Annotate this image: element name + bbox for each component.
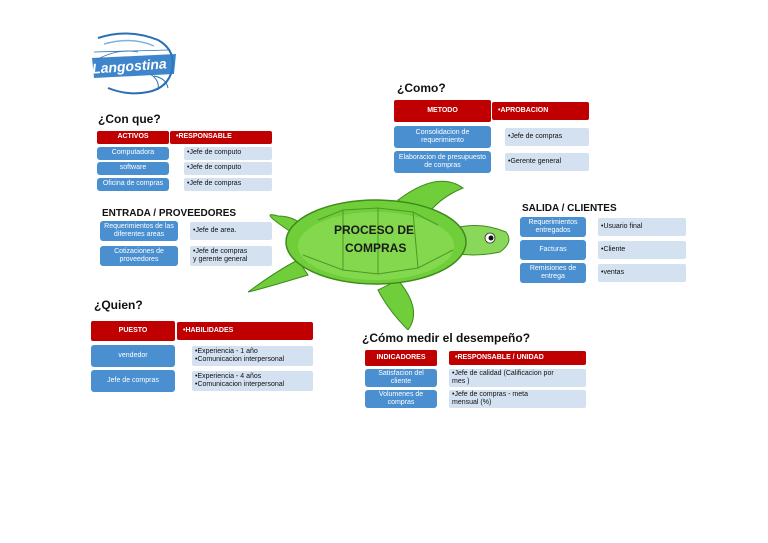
como-header-metodo: METODO	[394, 100, 491, 122]
quien-row2-habilidades: •Experiencia - 4 años •Comunicacion interpersonal	[192, 371, 313, 391]
quien-row1-puesto: vendedor	[91, 345, 175, 367]
salida-row2-cliente: •Cliente	[598, 241, 686, 259]
salida-row1-cliente: •Usuario final	[598, 218, 686, 236]
salida-title: SALIDA / CLIENTES	[522, 203, 617, 214]
entrada-row2-entrada: Cotizaciones de proveedores	[100, 246, 178, 266]
quien-header-habilidades: •HABILIDADES	[177, 322, 313, 340]
con-que-row3-activo: Oficina de compras	[97, 178, 169, 191]
medir-row2-responsable: •Jefe de compras - meta mensual (%)	[449, 390, 586, 408]
medir-header-indicadores: INDICADORES	[365, 350, 437, 366]
turtle-illustration	[248, 180, 518, 330]
con-que-header-responsable: •RESPONSABLE	[170, 131, 272, 144]
como-row1-aprobacion: •Jefe de compras	[505, 128, 589, 146]
turtle-icon	[248, 180, 518, 330]
con-que-row1-activo: Computadora	[97, 147, 169, 160]
langostina-logo	[88, 30, 180, 100]
como-header-aprobacion: •APROBACION	[492, 102, 589, 120]
medir-row1-responsable: •Jefe de calidad (Calificacion por mes )	[449, 369, 586, 387]
con-que-row2-responsable: •Jefe de computo	[184, 162, 272, 175]
medir-title: ¿Cómo medir el desempeño?	[362, 331, 531, 345]
con-que-row1-responsable: •Jefe de computo	[184, 147, 272, 160]
quien-row2-puesto: Jefe de compras	[91, 370, 175, 392]
quien-row1-habilidades: •Experiencia - 1 año •Comunicacion interpersonal	[192, 346, 313, 366]
salida-row3-cliente: •ventas	[598, 264, 686, 282]
medir-row2-indicador: Volumenes de compras	[365, 390, 437, 408]
quien-header-puesto: PUESTO	[91, 321, 175, 341]
como-title: ¿Como?	[397, 81, 446, 95]
center-title-line2: COMPRAS	[345, 241, 407, 255]
center-title-line1: PROCESO DE	[334, 223, 415, 237]
salida-row2-salida: Facturas	[520, 240, 586, 260]
entrada-row2-proveedor: •Jefe de compras y gerente general	[190, 246, 272, 266]
con-que-header-activos: ACTIVOS	[97, 131, 169, 144]
como-row1-metodo: Consolidacion de requerimiento	[394, 126, 491, 148]
como-row2-aprobacion: •Gerente general	[505, 153, 589, 171]
salida-row3-salida: Remisiones de entrega	[520, 263, 586, 283]
entrada-row1-entrada: Requerimientos de las diferentes areas	[100, 221, 178, 241]
entrada-row1-proveedor: •Jefe de area.	[190, 222, 272, 240]
como-row2-metodo: Elaboracion de presupuesto de compras	[394, 151, 491, 173]
entrada-title: ENTRADA / PROVEEDORES	[102, 208, 237, 219]
quien-title: ¿Quien?	[94, 298, 143, 312]
con-que-row2-activo: software	[97, 162, 169, 175]
salida-row1-salida: Requerimientos entregados	[520, 217, 586, 237]
con-que-row3-responsable: •Jefe de compras	[184, 178, 272, 191]
medir-header-responsable: •RESPONSABLE / UNIDAD	[449, 351, 586, 365]
medir-row1-indicador: Satisfacion del cliente	[365, 369, 437, 387]
logo-text: Langostina	[91, 55, 168, 77]
con-que-title: ¿Con que?	[98, 112, 161, 126]
